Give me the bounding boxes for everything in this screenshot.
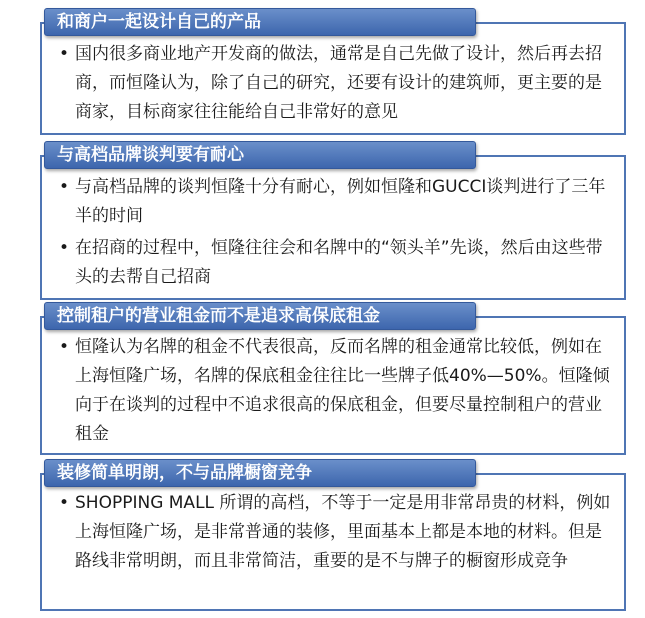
section-2-bullets	[58, 173, 614, 295]
section-2-bullet-1	[58, 173, 614, 231]
section-2-bullet-2	[58, 234, 614, 292]
section-3-bullets	[58, 333, 614, 452]
section-1-heading: 和商户一起设计自己的产品	[44, 8, 476, 36]
bullet-text: 与高档品牌的谈判恒隆十分有耐心，例如恒隆和GUCCI谈判进行了三年半的时间	[75, 177, 606, 226]
section-4-heading: 装修简单明朗，不与品牌橱窗竞争	[44, 459, 476, 487]
bullet-dot-icon: •	[59, 238, 70, 258]
section-2-heading: 与高档品牌谈判要有耐心	[44, 141, 476, 169]
bullet-text: 国内很多商业地产开发商的做法，通常是自己先做了设计，然后再去招商，而恒隆认为，除了自己的研究，还要有设计的建筑师，更主要的是商家，目标商家往往能给自己非常好的意见	[75, 44, 602, 122]
bullet-text: 恒隆认为名牌的租金不代表很高，反而名牌的租金通常比较低，例如在上海恒隆广场，名牌的保底租金往往比一些牌子低40%—50%。恒隆倾向于在谈判的过程中不追求很高的保底租金，但要尽量控制租户的营业租金	[75, 337, 610, 444]
section-4-bullet-1	[58, 489, 614, 576]
bullet-dot-icon: •	[59, 177, 70, 197]
bullet-text: 在招商的过程中，恒隆往往会和名牌中的“领头羊”先谈，然后由这些带头的去帮自己招商	[75, 238, 603, 287]
bullet-dot-icon: •	[59, 44, 70, 64]
bullet-text: SHOPPING MALL 所谓的高档，不等于一定是用非常昂贵的材料，例如上海恒隆广场，是非常普通的装修，里面基本上都是本地的材料。但是路线非常明朗，而且非常简洁，重要的是不与牌子的橱窗形成竞争	[75, 493, 611, 571]
bullet-dot-icon: •	[59, 337, 70, 357]
section-4-bullets	[58, 489, 614, 579]
section-1-bullets	[58, 40, 614, 130]
section-1-bullet-1	[58, 40, 614, 127]
section-3-bullet-1	[58, 333, 614, 449]
bullet-dot-icon: •	[59, 493, 70, 513]
section-3-heading: 控制租户的营业租金而不是追求高保底租金	[44, 302, 476, 330]
